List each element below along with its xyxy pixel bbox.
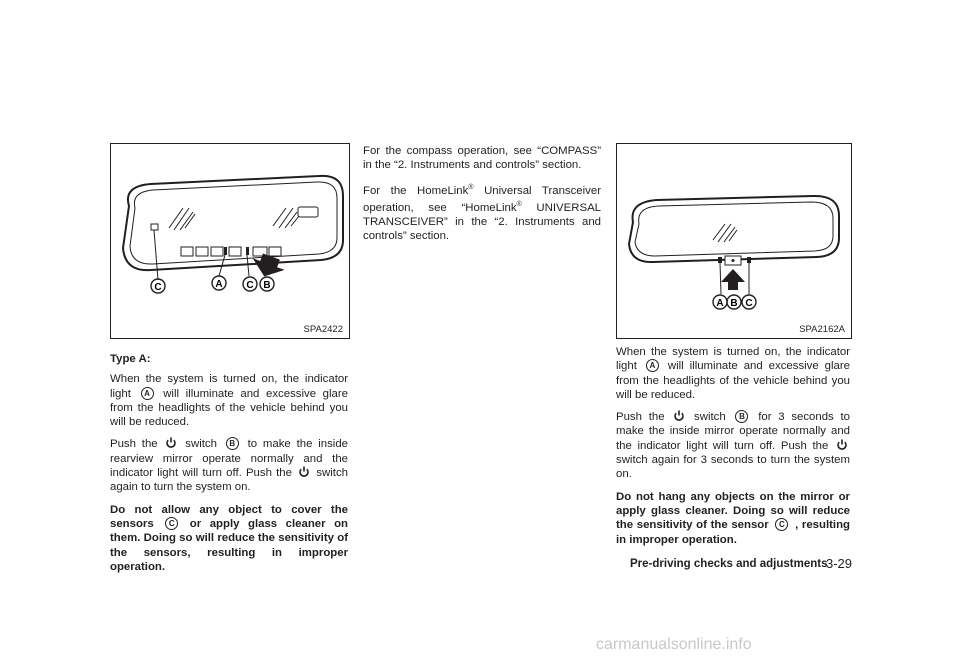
callout-a-left: A xyxy=(215,279,223,290)
callout-c-left: C xyxy=(154,282,162,293)
callout-b-left: B xyxy=(263,280,271,291)
figure-auto-dimming-mirror-type-b xyxy=(616,143,852,339)
callout-ref: C xyxy=(165,517,178,530)
paragraph-homelink: For the HomeLink® Universal Transceiver operation, see “HomeLink® UNIVERSAL TRANSCEIVER” in the “2. Instruments and controls” section. xyxy=(363,183,602,243)
callout-ref: C xyxy=(775,518,788,531)
callout-ref: B xyxy=(735,410,748,423)
power-switch-icon xyxy=(166,437,176,448)
power-switch-icon xyxy=(674,410,684,421)
middle-column xyxy=(363,144,601,251)
callout-ref: A xyxy=(141,387,154,400)
callout-ref: A xyxy=(646,359,659,372)
figure-code: SPA2422 xyxy=(303,324,343,335)
callout-a-right: A xyxy=(716,298,724,309)
footer-section-title: Pre-driving checks and adjustments xyxy=(630,558,828,570)
section-heading: Type A: xyxy=(110,353,151,365)
figure-auto-dimming-mirror-type-a xyxy=(110,143,350,339)
paragraph-indicator: When the system is turned on, the indicator light A will illuminate and excessive glare from the headlights of the vehicle behind you will be reduced. xyxy=(110,373,348,429)
figure-code: SPA2162A xyxy=(799,324,845,335)
page-number: 3-29 xyxy=(826,556,853,571)
mirror-type-b-illustration xyxy=(617,144,851,338)
callout-c-right: C xyxy=(745,298,753,309)
paragraph-switch: Push the switch B to make the inside rearview mirror operate normally and the indicator light will turn off. Push the switch again to turn the system on. xyxy=(110,438,349,494)
paragraph-switch: Push the switch B for 3 seconds to make the inside mirror operate normally and the indicator light will turn off. Push the switch again for 3 seconds to turn the system on. xyxy=(616,411,850,481)
right-column xyxy=(616,345,850,555)
paragraph-compass: For the compass operation, see “COMPASS” in the “2. Instruments and controls” section. xyxy=(363,145,601,172)
callout-b-right: B xyxy=(730,298,738,309)
callout-c-mid: C xyxy=(246,280,254,291)
watermark: carmanualsonline.info xyxy=(596,636,752,653)
paragraph-indicator: When the system is turned on, the indicator light A will illuminate and excessive glare from the headlights of the vehicle behind you will be reduced. xyxy=(616,346,850,401)
power-switch-icon xyxy=(837,439,847,450)
paragraph-warning: Do not allow any object to cover the sensors C or apply glass cleaner on them. Doing so will reduce the sensitivity of the sensors, resulting in improper operation. xyxy=(110,503,349,573)
mirror-type-a-illustration xyxy=(111,144,349,338)
callout-ref: B xyxy=(226,437,239,450)
power-switch-icon xyxy=(299,466,309,477)
left-column xyxy=(110,352,348,582)
paragraph-warning: Do not hang any objects on the mirror or apply glass cleaner. Doing so will reduce the sensitivity of the sensor C , resulting in improper operation. xyxy=(616,490,850,546)
